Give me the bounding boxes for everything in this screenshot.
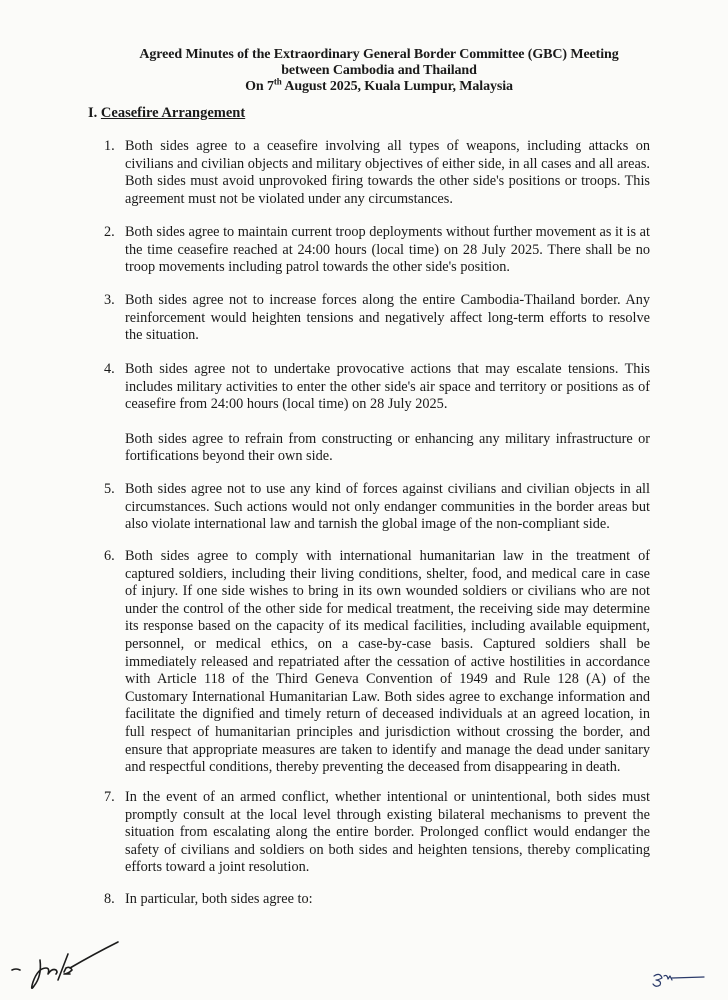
clause-paragraph: In the event of an armed conflict, whether intentional or unintentional, both sides must promptly consult at the local level through existing bilateral mechanisms to prevent the situation from escalating along the entire border. Prolonged conflict would endanger the safety of civilians and soldiers on both sides and heighten tensions, thereby complicating efforts toward a joint resolution. [125,789,650,876]
section-heading [88,105,245,122]
clause-number: 7. [104,789,115,805]
title-date-suffix: August 2025, Kuala Lumpur, Malaysia [281,79,513,94]
clause-number: 3. [104,292,115,308]
clause-2 [104,224,650,277]
section-title: Ceasefire Arrangement [100,105,246,121]
title-date-ordinal: th [273,76,282,87]
right-signature [650,968,710,992]
clause-8 [104,891,650,909]
left-signature [6,938,126,994]
section-number: I. [88,105,98,121]
clause-number: 4. [104,361,115,377]
clause-paragraph: Both sides agree to refrain from constructing or enhancing any military infrastructure or fortifications beyond their own side. [125,430,650,465]
title-line-1: Agreed Minutes of the Extraordinary General Border Committee (GBC) Meeting [139,47,619,62]
clause-4 [104,361,650,466]
clause-1 [104,138,650,208]
clause-3 [104,292,650,345]
clause-number: 6. [104,548,115,564]
clause-paragraph: Both sides agree not to use any kind of forces against civilians and civilian objects in all circumstances. Such actions would not only endanger communities in the border areas but also violate international law and tarnish the global image of the non-compliant side. [125,481,650,533]
clause-number: 8. [104,891,115,907]
title-line-2: between Cambodia and Thailand [281,63,477,78]
clause-number: 5. [104,481,115,497]
clause-paragraph: Both sides agree not to undertake provocative actions that may escalate tensions. This includes military activities to enter the other side's air space and territory or positions as of ceasefire from 24:00 hours (local time) on 28 July 2025. [125,361,650,413]
title-line-3 [0,76,728,95]
document-title [0,47,728,95]
clause-paragraph: Both sides agree to comply with international humanitarian law in the treatment of captured soldiers, including their living conditions, shelter, food, and medical care in case of injury. If one side wishes to bring in its own wounded soldiers or civilians who are not under the control of the other side for medical treatment, the receiving side may determine its response based on the capacity of its medical facilities, including available equipment, personnel, or medical ethics, on a case-by-case basis. Captured soldiers shall be immediately released and repatriated after the cessation of active hostilities in accordance with Article 118 of the Third Geneva Convention of 1949 and Rule 128 (A) of the Customary International Humanitarian Law. Both sides agree to exchange information and facilitate the dignified and timely return of deceased individuals at an agreed location, in full respect of humanitarian principles and jurisdiction without crossing the border, and ensure that appropriate measures are taken to identify and manage the dead under sanitary and respectful conditions, thereby preventing the deceased from disappearing in death. [125,548,650,776]
clause-paragraph: In particular, both sides agree to: [125,891,313,907]
clause-number: 1. [104,138,115,154]
clause-5 [104,481,650,534]
clause-paragraph: Both sides agree not to increase forces along the entire Cambodia-Thailand border. Any reinforcement would heighten tensions and negatively affect long-term efforts to resolve the situation. [125,292,650,344]
clause-6 [104,548,650,777]
clause-7 [104,789,650,877]
clause-number: 2. [104,224,115,240]
clause-paragraph: Both sides agree to maintain current troop deployments without further movement as it is at the time ceasefire reached at 24:00 hours (local time) on 28 July 2025. There shall be no troop movements including patrol towards the other side's position. [125,224,650,276]
clause-paragraph: Both sides agree to a ceasefire involving all types of weapons, including attacks on civilians and civilian objects and military objectives of either side, in all cases and all areas. Both sides must avoid unprovoked firing towards the other side's positions or troops. This agreement must not be violated under any circumstances. [125,138,650,207]
title-date-prefix: On 7 [245,79,274,94]
